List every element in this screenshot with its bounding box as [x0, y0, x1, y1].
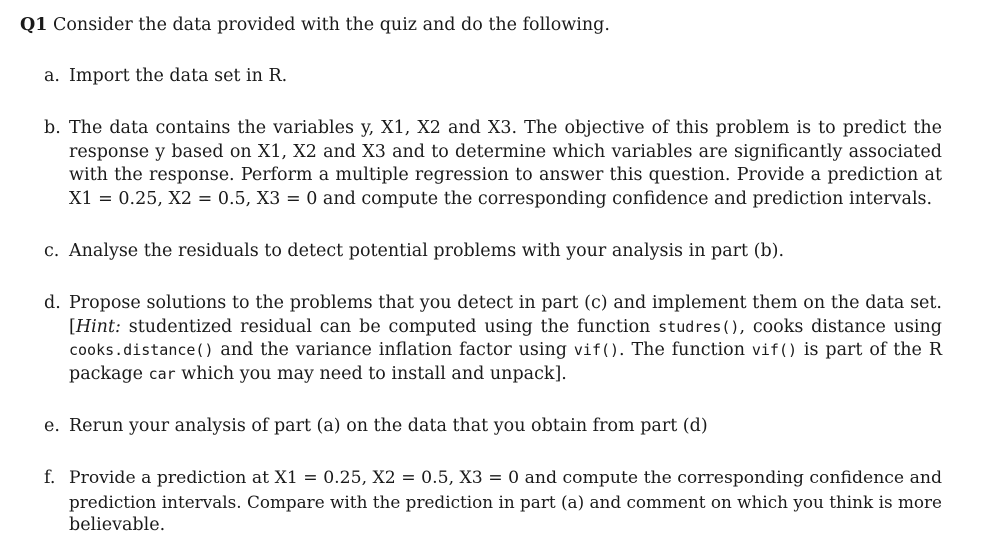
item-label-c: c. [44, 241, 60, 261]
item-label-b: b. [44, 118, 61, 138]
item-d-line-4-pre: package [69, 363, 149, 384]
item-d-line-3-post: is part of the R [797, 340, 942, 360]
item-label-a: a. [44, 66, 60, 86]
item-b-line-3: with the response. Perform a multiple regression to answer this question. Provide a prediction at [69, 165, 942, 185]
item-label-d: d. [44, 293, 61, 313]
item-text-d [69, 292, 942, 386]
list-item-a [44, 65, 942, 89]
item-f-line-1: Provide a prediction at X1 = 0.25, X2 = 0.5, X3 = 0 and compute the corresponding confidence and [69, 468, 942, 488]
list-item-f [44, 467, 942, 538]
item-b-line-2: response y based on X1, X2 and X3 and to determine which variables are significantly associated [69, 141, 942, 162]
item-f-line-2: prediction intervals. Compare with the prediction in part (a) and comment on which you think is more [69, 491, 942, 512]
item-b-line-4: X1 = 0.25, X2 = 0.5, X3 = 0 and compute the corresponding confidence and prediction intervals. [69, 188, 933, 209]
item-d-line-3-text: and the variance inflation factor using [213, 340, 574, 360]
item-d-line-4-post: which you may need to install and unpack]. [175, 363, 567, 384]
item-a-line: Import the data set in R. [69, 66, 288, 86]
item-d-line-4 [69, 363, 942, 387]
item-e-line: Rerun your analysis of part (a) on the data that you obtain from part (d) [69, 416, 708, 436]
item-label-e: e. [44, 416, 60, 436]
item-text-a [69, 65, 942, 89]
question-text: Consider the data provided with the quiz and do the following. [53, 15, 610, 35]
item-f-line-3: believable. [69, 515, 166, 535]
item-d-line-2-post: , cooks distance using [739, 316, 942, 337]
code-vif-1: vif() [573, 341, 620, 359]
item-d-line-3 [69, 339, 942, 363]
item-text-b [69, 117, 942, 211]
item-text-f [69, 467, 942, 538]
item-d-line-2 [69, 316, 942, 340]
item-label-f: f. [44, 468, 56, 488]
item-d-line-2-text: studentized residual can be computed using the function [120, 316, 659, 337]
list-item-b [44, 117, 942, 211]
item-d-line-1: Propose solutions to the problems that you detect in part (c) and implement them on the data set. [69, 293, 942, 313]
item-c-line: Analyse the residuals to detect potential problems with your analysis in part (b). [69, 241, 785, 261]
item-text-e [69, 415, 942, 439]
list-item-d [44, 292, 942, 386]
list-item-e [44, 415, 942, 439]
code-car: car [148, 364, 176, 383]
code-cooks-distance: cooks.distance() [69, 341, 214, 359]
question-label: Q1 [20, 15, 48, 35]
list-item-c [44, 240, 942, 264]
code-studres: studres() [658, 317, 740, 336]
item-text-c [69, 240, 942, 264]
code-vif-2: vif() [751, 341, 798, 359]
item-d-line-3-text-2: . The function [619, 340, 752, 360]
question-header [20, 12, 610, 38]
hint-label: Hint: [75, 316, 121, 337]
item-b-line-1: The data contains the variables y, X1, X2 and X3. The objective of this problem is to predict the [69, 118, 942, 138]
hint-bracket: [ [69, 316, 76, 337]
